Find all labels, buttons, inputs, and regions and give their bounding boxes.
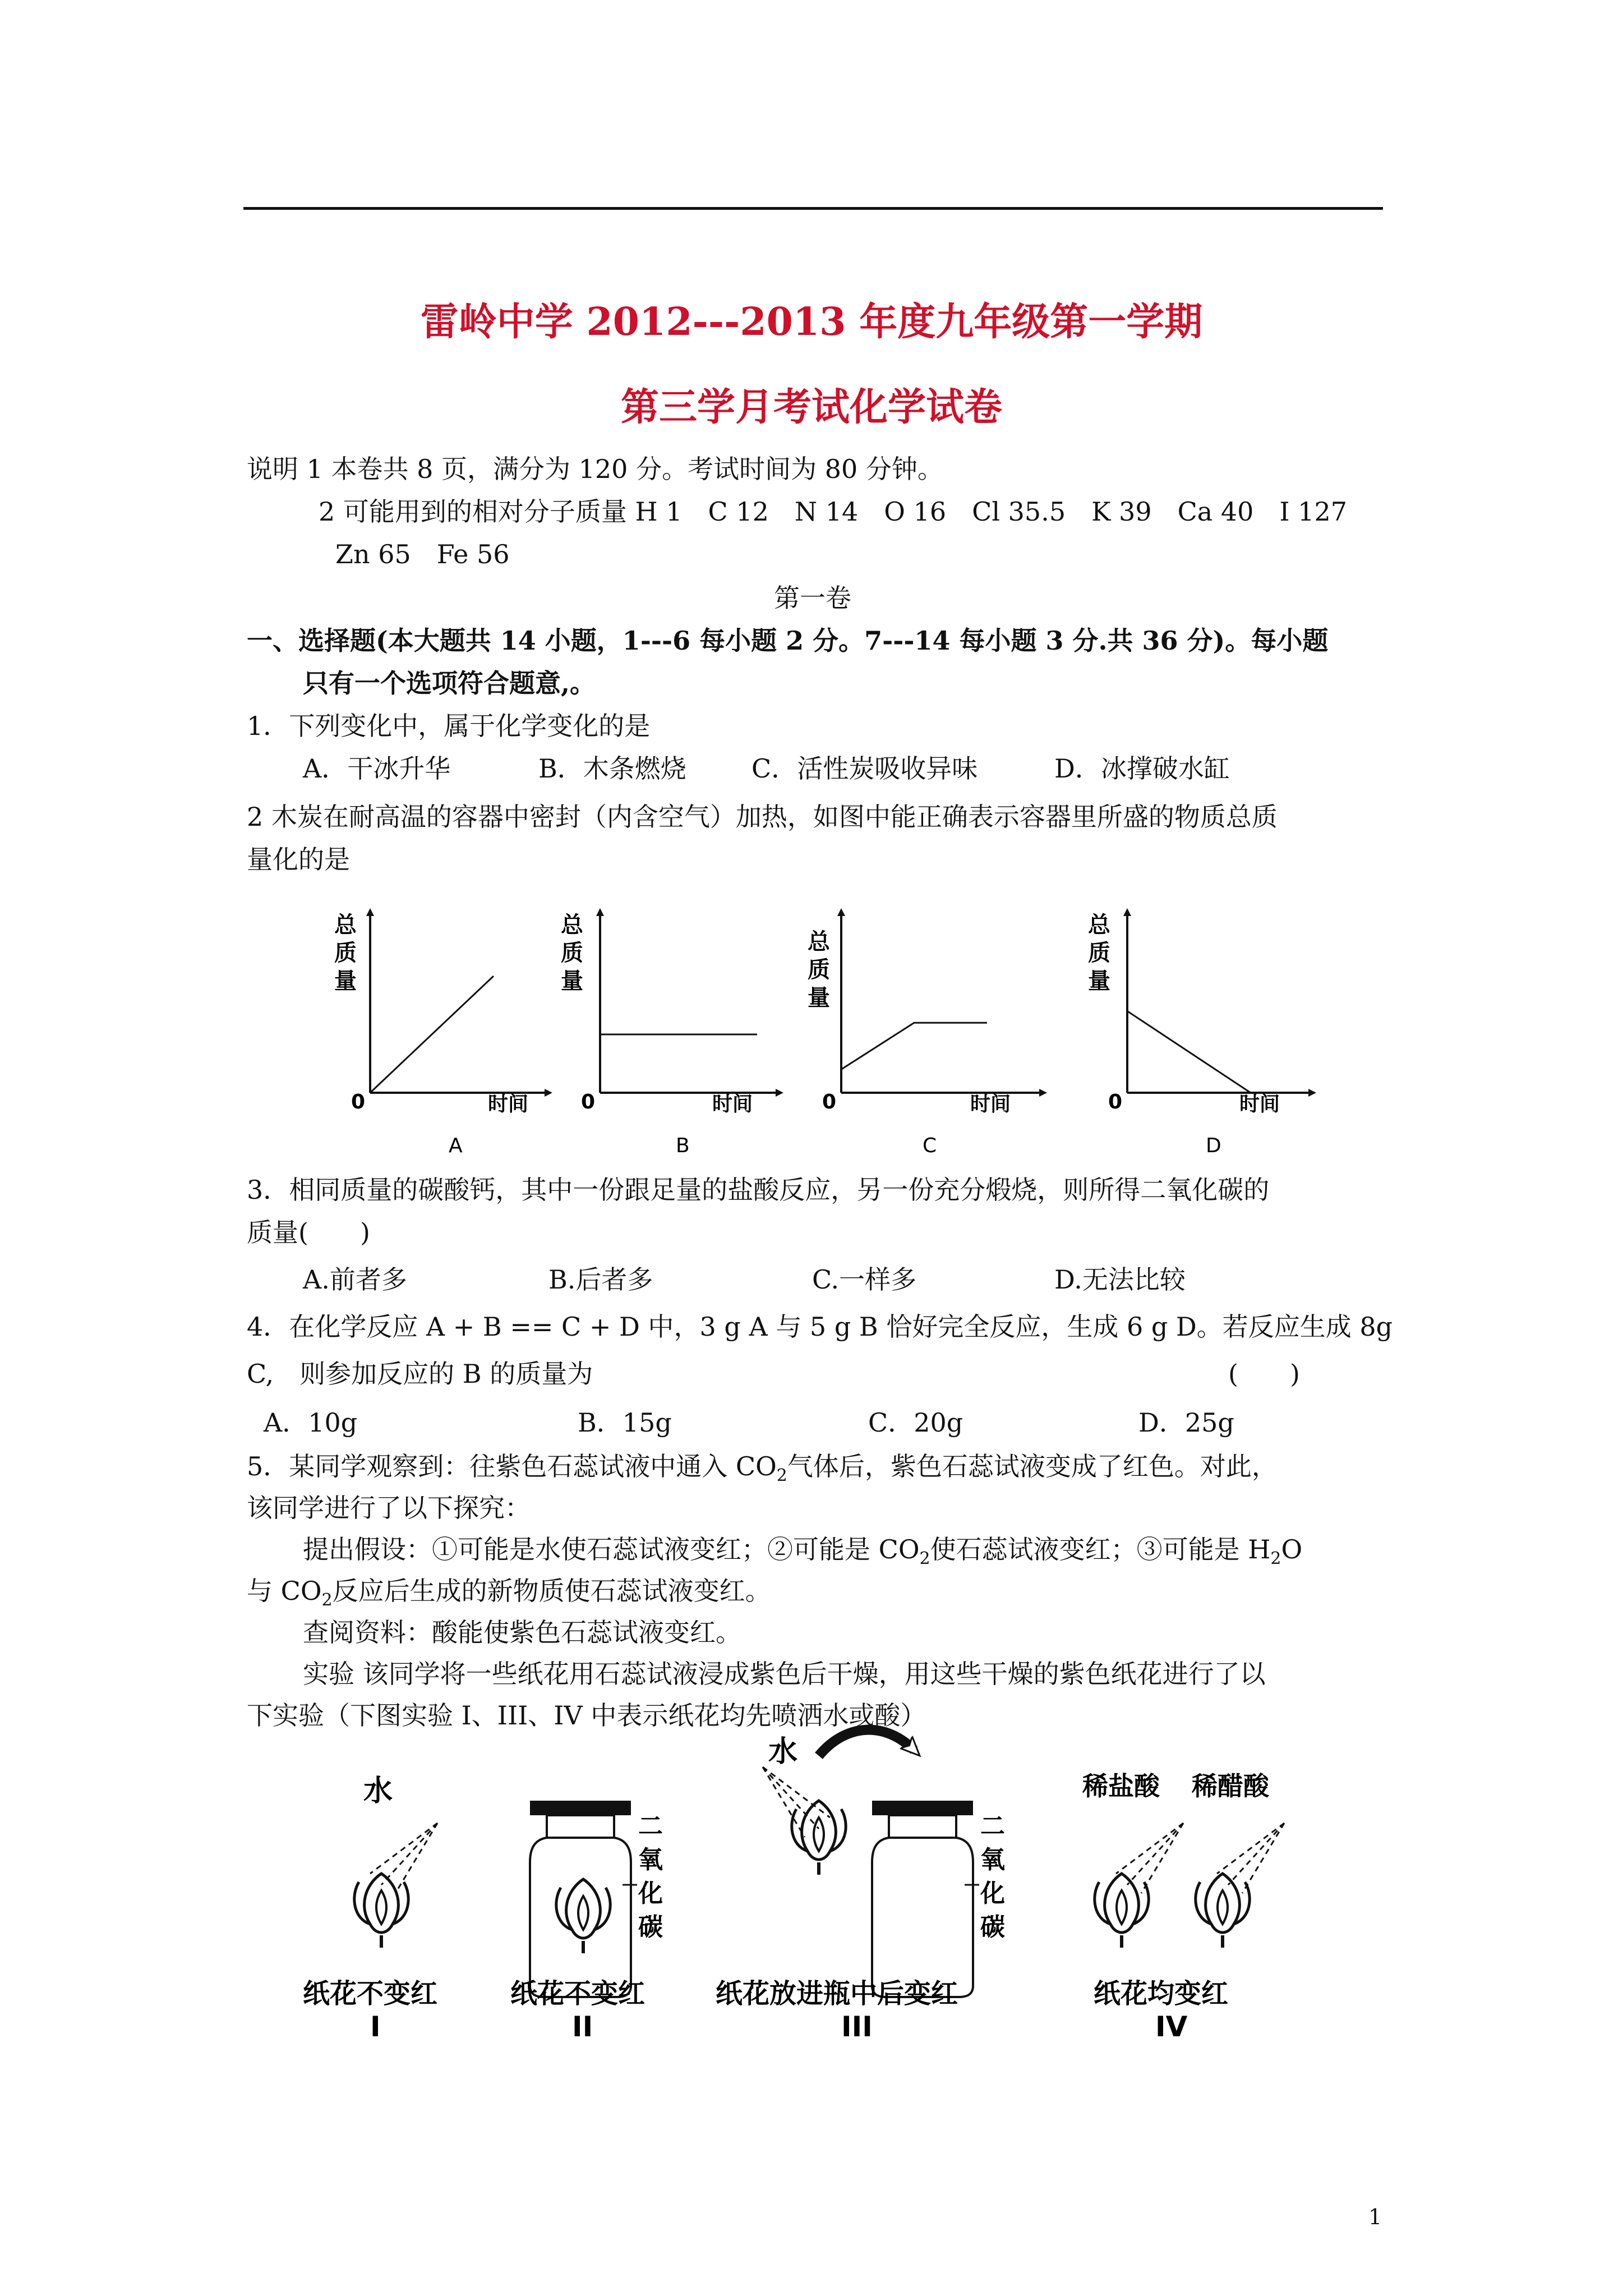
graph-b-origin: 0 [581,1091,596,1114]
graph-a-xlabel: 时间 [488,1093,529,1116]
co2-char-2: 氧 [638,1846,663,1874]
graph-d-ylabel-1: 总 [1088,912,1110,938]
experiment-iv [1082,1771,1284,2043]
co2-char-4: 碳 [638,1913,663,1941]
co2-char-3: 化 [638,1879,663,1908]
graph-d-origin: 0 [1108,1091,1123,1114]
co2-char-1: 二 [980,1812,1005,1841]
exam-title-line2: 第三学月考试化学试卷 [620,385,1002,430]
q4-option-a: A．10g [264,1407,358,1438]
q4-stem-cont: C, 则参加反应的 B 的质量为 [247,1359,593,1389]
note-line-2: 2 可能用到的相对分子质量 H 1 C 12 N 14 O 16 Cl 35.5 K 39 Ca 40 I 127 [319,496,1347,527]
exam-title-line1: 雷岭中学 2012---2013 年度九年级第一学期 [420,300,1203,344]
note-line-3: Zn 65 Fe 56 [335,539,510,569]
q3-stem-cont: 质量( ) [247,1217,370,1248]
graph-a-label: A [449,1134,463,1157]
q3-option-d: D.无法比较 [1054,1264,1186,1295]
graph-c-xlabel: 时间 [970,1093,1011,1116]
q2-stem-cont: 量化的是 [247,844,350,875]
graph-c-label: C [923,1134,937,1157]
graph-b-ylabel-2: 质 [561,940,583,966]
experiment-figure [280,1711,1346,2047]
graph-a-ylabel-1: 总 [334,912,357,938]
graph-d-line [1127,1011,1251,1093]
caption-iv: 纸花均变红 [1094,1978,1229,2009]
spray-icon [1116,1823,1183,1893]
graph-d-ylabel-2: 质 [1088,940,1110,966]
q4-option-d: D．25g [1138,1407,1234,1438]
q2-graphs [314,898,1436,1172]
graph-c-ylabel-2: 质 [808,957,830,983]
flower-icon [556,1879,610,1953]
numeral-iii: III [841,2010,873,2043]
note-line-1: 说明 1 本卷共 8 页，满分为 120 分。考试时间为 80 分钟。 [247,454,943,484]
q5-experiment-cont: 下实验（下图实验 I、III、IV 中表示纸花均先喷洒水或酸） [247,1700,926,1731]
q5-reference: 查阅资料：酸能使紫色石蕊试液变红。 [303,1617,741,1648]
graph-d-label: D [1206,1134,1221,1157]
water-label: 水 [768,1735,798,1769]
co2-char-3: 化 [980,1879,1005,1908]
graph-b-ylabel-1: 总 [561,912,583,938]
graph-d [1088,912,1312,1157]
graph-c-ylabel-3: 量 [808,985,830,1011]
numeral-iv: IV [1155,2010,1188,2043]
graph-c-line [841,1023,987,1069]
graph-c-origin: 0 [822,1091,837,1114]
graph-a-origin: 0 [351,1091,366,1114]
co2-char-4: 碳 [980,1913,1005,1941]
q1-option-b: B．木条燃烧 [538,753,686,784]
graph-a-ylabel-3: 量 [334,968,357,994]
q4-option-c: C．20g [868,1407,963,1438]
subscript-2: 2 [321,1590,333,1611]
q3-option-b: B.后者多 [548,1264,653,1295]
q4-option-b: B．15g [578,1407,672,1438]
q3-option-c: C.一样多 [812,1264,917,1295]
subscript-2: 2 [919,1549,930,1569]
acid-label-1: 稀盐酸 [1082,1771,1160,1801]
top-rule [243,207,1383,210]
q4-answer-bracket: ( ) [1228,1359,1300,1389]
subscript-2: 2 [776,1466,787,1486]
section-heading-cont: 只有一个选项符合题意,。 [303,668,596,698]
q1-option-d: D．冰撑破水缸 [1054,753,1230,784]
graph-c [808,912,1043,1157]
graph-a-ylabel-2: 质 [334,940,357,966]
water-label: 水 [363,1774,393,1808]
flower-icon [1196,1874,1249,1948]
q1-option-a: A．干冰升华 [303,753,451,784]
graph-b-xlabel: 时间 [712,1093,753,1116]
experiment-iii [716,1730,1005,2043]
caption-ii: 纸花不变红 [510,1978,645,2009]
co2-char-1: 二 [638,1812,663,1841]
q5-experiment: 实验 该同学将一些纸花用石蕊试液浸成紫色后干燥，用这些干燥的紫色纸花进行了以 [303,1659,1266,1689]
acid-label-2: 稀醋酸 [1192,1771,1269,1801]
experiment-i [303,1774,437,2043]
flower-icon [1095,1874,1149,1948]
spray-icon [1217,1823,1284,1893]
q5-hypothesis-cont: 与 $CO_2$反应后生成的新物质使石蕊试液变红。 [247,1576,771,1611]
q5-hypothesis: 提出假设：①可能是水使石蕊试液变红；②可能是 $CO_2$使石蕊试液变红；③可能是 $H_2O$ [303,1534,1303,1569]
experiment-ii [510,1801,663,2043]
numeral-ii: II [572,2010,593,2043]
jar-icon [872,1801,973,1997]
graph-d-xlabel: 时间 [1239,1093,1280,1116]
graph-b-label: B [676,1134,690,1157]
graph-c-ylabel-1: 总 [808,929,830,955]
flower-icon [792,1801,846,1875]
numeral-i: I [370,2010,381,2043]
q5-line-1: 5．某同学观察到：往紫色石蕊试液中通入 $CO_2$气体后，紫色石蕊试液变成了红色。对此， [247,1451,1278,1486]
q1-stem: 1．下列变化中，属于化学变化的是 [247,711,651,741]
q2-stem: 2 木炭在耐高温的容器中密封（内含空气）加热，如图中能正确表示容器里所盛的物质总质 [247,802,1278,832]
graph-d-ylabel-3: 量 [1088,968,1110,994]
q5-line-2: 该同学进行了以下探究： [247,1493,531,1523]
graph-a [334,912,548,1157]
graph-b [561,912,780,1157]
co2-char-2: 氧 [980,1846,1005,1874]
q3-stem: 3．相同质量的碳酸钙，其中一份跟足量的盐酸反应，另一份充分煅烧，则所得二氧化碳的 [247,1175,1270,1205]
caption-iii: 纸花放进瓶中后变红 [716,1978,958,2009]
jar-icon [530,1801,631,1997]
volume-label: 第一卷 [774,583,851,613]
graph-b-ylabel-3: 量 [561,968,583,994]
caption-i: 纸花不变红 [303,1978,438,2009]
q4-stem: 4．在化学反应 A + B == C + D 中，3 g A 与 5 g B 恰好完全反应，生成 6 g D。若反应生成 8g [247,1312,1393,1342]
page-number: 1 [1368,2205,1382,2229]
move-arrow [819,1730,914,1756]
section-heading: 一、选择题(本大题共 14 小题，1---6 每小题 2 分。7---14 每小题 3 分.共 36 分)。每小题 [247,625,1329,656]
graph-a-line [370,976,494,1093]
q1-option-c: C．活性炭吸收异味 [751,753,978,784]
subscript-2: 2 [1270,1549,1281,1569]
q3-option-a: A.前者多 [303,1264,407,1295]
